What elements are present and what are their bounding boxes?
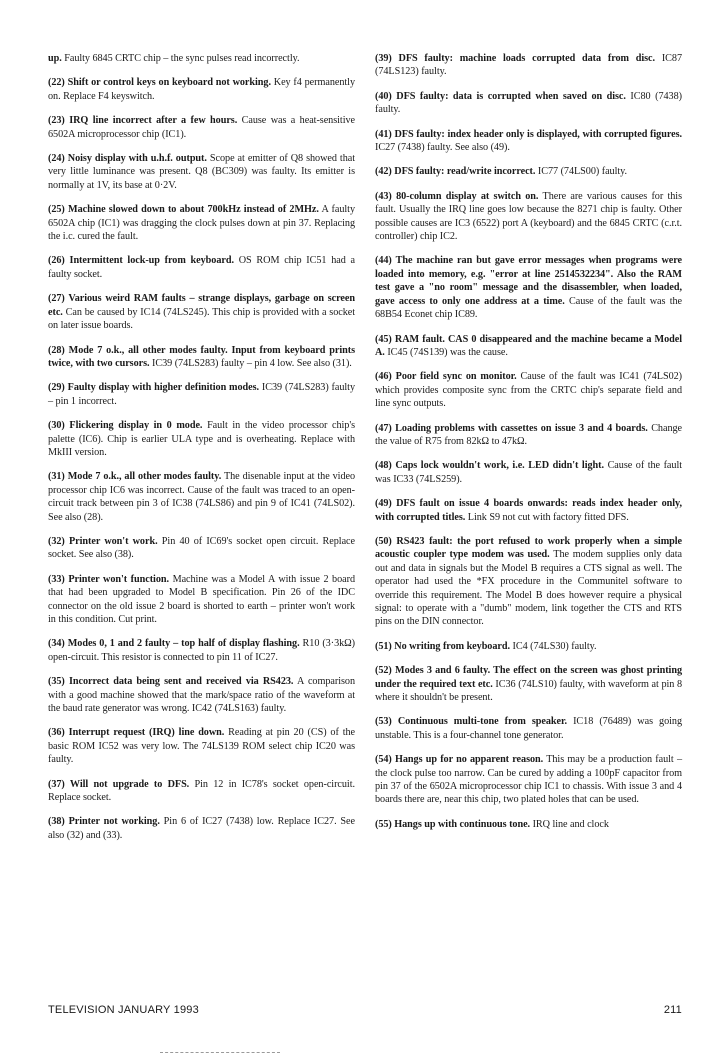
fault-entry	[375, 753, 682, 807]
fault-description: IC45 (74S139) was the cause.	[387, 346, 508, 358]
fault-description: IC4 (74LS30) faulty.	[512, 640, 597, 652]
fault-entry	[375, 459, 682, 486]
fault-heading: (24) Noisy display with u.h.f. output.	[48, 153, 207, 165]
fault-entry	[48, 114, 355, 141]
fault-entry	[48, 419, 355, 459]
page-number: 211	[663, 1004, 682, 1016]
fault-description: IC80 (7438) faulty.	[375, 90, 682, 116]
fault-entry	[375, 190, 682, 244]
right-column	[375, 52, 682, 842]
fault-entry	[375, 128, 682, 155]
fault-description: There are various causes for this fault. Usually the IRQ line goes low because the 8271 chip is faulty. Other possible causes are IC3 (6522) port A (keyboard) and the 6845 CRTC (c.r.t. controller) chip IC2.	[375, 190, 682, 243]
fault-entry	[48, 535, 355, 562]
fault-description: Reading at pin 20 (CS) of the basic ROM IC52 was very low. The 74LS139 ROM select chip IC20 was faulty.	[48, 727, 355, 766]
fault-entry	[375, 535, 682, 629]
fault-entry	[375, 370, 682, 410]
fault-entry	[48, 76, 355, 103]
fault-description: Key f4 permanently on. Replace F4 keyswitch.	[48, 77, 355, 102]
fault-description: This may be a production fault – the clock pulse too narrow. Can be cured by adding a 100pF capacitor from pin 37 of the 6502A microprocessor chip IC1 to chassis. With issue 3 and 4 boards there are, near this chip, two plated holes that can be used.	[375, 754, 682, 806]
fault-heading: (40) DFS faulty: data is corrupted when saved on disc.	[375, 90, 626, 102]
fault-description: OS ROM chip IC51 had a faulty socket.	[48, 255, 356, 280]
fault-heading: (47) Loading problems with cassettes on issue 3 and 4 boards.	[375, 422, 648, 434]
fault-heading: (44) The machine ran but gave error messages when programs were loaded into memory, e.g. "error at line 2514532234". Also the RAM test gave a "no room" message and the disassembler, when loaded, gave access to only one address at a time.	[375, 255, 682, 307]
fault-entry	[375, 422, 682, 449]
fault-heading: (23) IRQ line incorrect after a few hours.	[48, 115, 238, 127]
fault-heading: (37) Will not upgrade to DFS.	[48, 778, 190, 790]
fault-description: IC39 (74LS283) faulty – pin 1 incorrect.	[48, 382, 355, 407]
fault-description: Link S9 not cut with factory fitted DFS.	[467, 511, 629, 523]
fault-entry	[48, 381, 355, 408]
fault-description: Change the value of R75 from 82kΩ to 47kΩ.	[375, 422, 683, 447]
fault-heading: (55) Hangs up with continuous tone.	[375, 818, 531, 830]
fault-heading: (53) Continuous multi-tone from speaker.	[375, 716, 567, 728]
fault-heading: (50) RS423 fault: the port refused to work properly when a simple acoustic coupler type modem was used.	[375, 535, 682, 561]
fault-entry	[375, 497, 682, 524]
fault-description: IC27 (7438) faulty. See also (49).	[375, 142, 510, 154]
fault-description: Pin 6 of IC27 (7438) low. Replace IC27. See also (32) and (33).	[48, 816, 355, 841]
fault-entry	[48, 815, 355, 842]
fault-heading: (41) DFS faulty: index header only is displayed, with corrupted figures.	[375, 128, 682, 140]
fault-heading: (43) 80-column display at switch on.	[375, 190, 539, 202]
fault-heading: (36) Interrupt request (IRQ) line down.	[48, 727, 225, 739]
left-column	[48, 52, 355, 853]
fault-entry	[48, 292, 355, 332]
fault-description: Cause of the fault was IC41 (74LS02) which provides composite sync from the CRTC chip's separate field and line sync outputs.	[375, 371, 683, 410]
fault-heading: (35) Incorrect data being sent and received via RS423.	[48, 676, 294, 688]
fault-heading: (54) Hangs up for no apparent reason.	[375, 754, 544, 766]
fault-heading: (33) Printer won't function.	[48, 573, 169, 585]
fault-heading: (27) Various weird RAM faults – strange displays, garbage on screen etc.	[48, 293, 355, 318]
fault-entry	[375, 254, 682, 321]
fault-heading: (49) DFS fault on issue 4 boards onwards: reads index header only, with corrupted titles.	[375, 498, 682, 523]
fault-description: The disenable input at the video processor chip IC6 was incorrect. Cause of the fault was traced to an open-circuit track between pin 3 of IC38 (74LS86) and pin 9 of IC41 (74LS02). See also (28).	[48, 471, 355, 523]
fault-heading: (48) Caps lock wouldn't work, i.e. LED didn't light.	[375, 460, 604, 472]
fault-entry	[375, 715, 682, 742]
fault-heading: (28) Mode 7 o.k., all other modes faulty. Input from keyboard prints twice, with two cursors.	[48, 344, 355, 369]
fault-description: Can be caused by IC14 (74LS245). This chip is provided with a socket on later issue boards.	[48, 306, 356, 332]
fault-entry	[48, 152, 355, 192]
fault-entry	[48, 637, 355, 664]
fault-entry	[375, 90, 682, 117]
fault-entry	[48, 778, 355, 805]
fault-description: IC36 (74LS10) faulty, with waveform at pin 8 where it shouldn't be present.	[375, 678, 683, 704]
fault-heading: (38) Printer not working.	[48, 816, 160, 828]
fault-description: Cause was a heat-sensitive 6502A microprocessor chip (IC1).	[48, 115, 355, 140]
fault-entry	[375, 52, 682, 79]
fault-entry	[48, 726, 355, 766]
fault-description: Fault in the video processor chip's palette (IC6). Chip is earlier ULA type and is overheating. Replace with MkIII version.	[48, 420, 356, 458]
fault-entry	[375, 333, 682, 360]
fault-heading: (34) Modes 0, 1 and 2 faulty – top half of display flashing.	[48, 638, 300, 650]
fault-description: Pin 12 in IC78's socket open-circuit. Replace socket.	[48, 778, 355, 804]
fault-entry	[375, 165, 682, 178]
fault-entry	[48, 675, 355, 715]
fault-description: Cause of the fault was IC33 (74LS259).	[375, 460, 683, 485]
fault-heading: (42) DFS faulty: read/write incorrect.	[375, 166, 536, 178]
fault-description: A comparison with a good machine showed that the mark/space ratio of the waveform at the baud rate generator was wrong. IC42 (74LS163) faulty.	[48, 676, 355, 715]
fault-description: R10 (3·3kΩ) open-circuit. This resistor is connected to pin 11 of IC27.	[48, 638, 356, 663]
fault-heading: (25) Machine slowed down to about 700kHz instead of 2MHz.	[48, 204, 319, 216]
fault-entry	[375, 664, 682, 704]
fault-heading: (45) RAM fault. CAS 0 disappeared and the machine became a Model A.	[375, 333, 682, 358]
fault-description: IRQ line and clock	[532, 818, 609, 830]
fault-entry	[48, 344, 355, 371]
publication-line: TELEVISION JANUARY 1993	[48, 1004, 199, 1016]
fault-heading: (52) Modes 3 and 6 faulty. The effect on the screen was ghost printing under the required text etc.	[375, 665, 682, 690]
fault-entry	[375, 640, 682, 653]
fault-description: Scope at emitter of Q8 showed that very little luminance was present. Q8 (BC309) was faulty. Its emitter is normally at 1V, its base at 0·2V.	[48, 153, 355, 191]
fault-heading: (30) Flickering display in 0 mode.	[48, 420, 203, 432]
fault-description: Faulty 6845 CRTC chip – the sync pulses read incorrectly.	[64, 53, 300, 64]
fault-description: IC77 (74LS00) faulty.	[537, 166, 628, 178]
fault-entry	[48, 470, 355, 524]
fault-entry	[375, 818, 682, 831]
fault-description: Cause of the fault was the 68B54 Econet chip IC89.	[375, 295, 682, 321]
scan-artifact-line	[160, 1052, 280, 1054]
fault-heading: (46) Poor field sync on monitor.	[375, 371, 517, 383]
fault-description: IC87 (74LS123) faulty.	[375, 53, 683, 78]
fault-description: IC18 (76489) was going unstable. This is a four-channel tone generator.	[375, 716, 683, 741]
fault-description: Machine was a Model A with issue 2 board that had been upgraded to Model B specification. Pin 26 of the IDC connector on the old issue 2 board is shorted to earth – printer won't work in this condition. Cut print.	[48, 573, 355, 625]
fault-entry	[48, 573, 355, 627]
fault-heading: up.	[48, 53, 62, 64]
fault-heading: (39) DFS faulty: machine loads corrupted data from disc.	[375, 53, 656, 64]
fault-heading: (31) Mode 7 o.k., all other modes faulty.	[48, 471, 222, 483]
fault-description: The modem supplies only data out and data in signals but the Model B requires a CTS signal as well. The operator had used the *FX procedure in the Communitel software to override this requirement. The Model B does however require a physical signal: to operate with a "dumb" modem, link together the CTS and RTS pins on the DIN connector.	[375, 549, 682, 628]
fault-heading: (51) No writing from keyboard.	[375, 640, 510, 652]
fault-entry	[48, 52, 355, 65]
fault-heading: (26) Intermittent lock-up from keyboard.	[48, 255, 234, 267]
fault-heading: (22) Shift or control keys on keyboard not working.	[48, 77, 271, 89]
fault-heading: (32) Printer won't work.	[48, 535, 158, 547]
fault-entry	[48, 203, 355, 243]
fault-description: Pin 40 of IC69's socket open circuit. Replace socket. See also (38).	[48, 535, 355, 561]
fault-description: A faulty 6502A chip (IC1) was dragging the clock pulses down at pin 37. Replacing the i.c. cured the fault.	[48, 204, 355, 243]
fault-heading: (29) Faulty display with higher definition modes.	[48, 382, 260, 394]
fault-entry	[48, 254, 355, 281]
fault-description: IC39 (74LS283) faulty – pin 4 low. See also (31).	[152, 357, 352, 369]
